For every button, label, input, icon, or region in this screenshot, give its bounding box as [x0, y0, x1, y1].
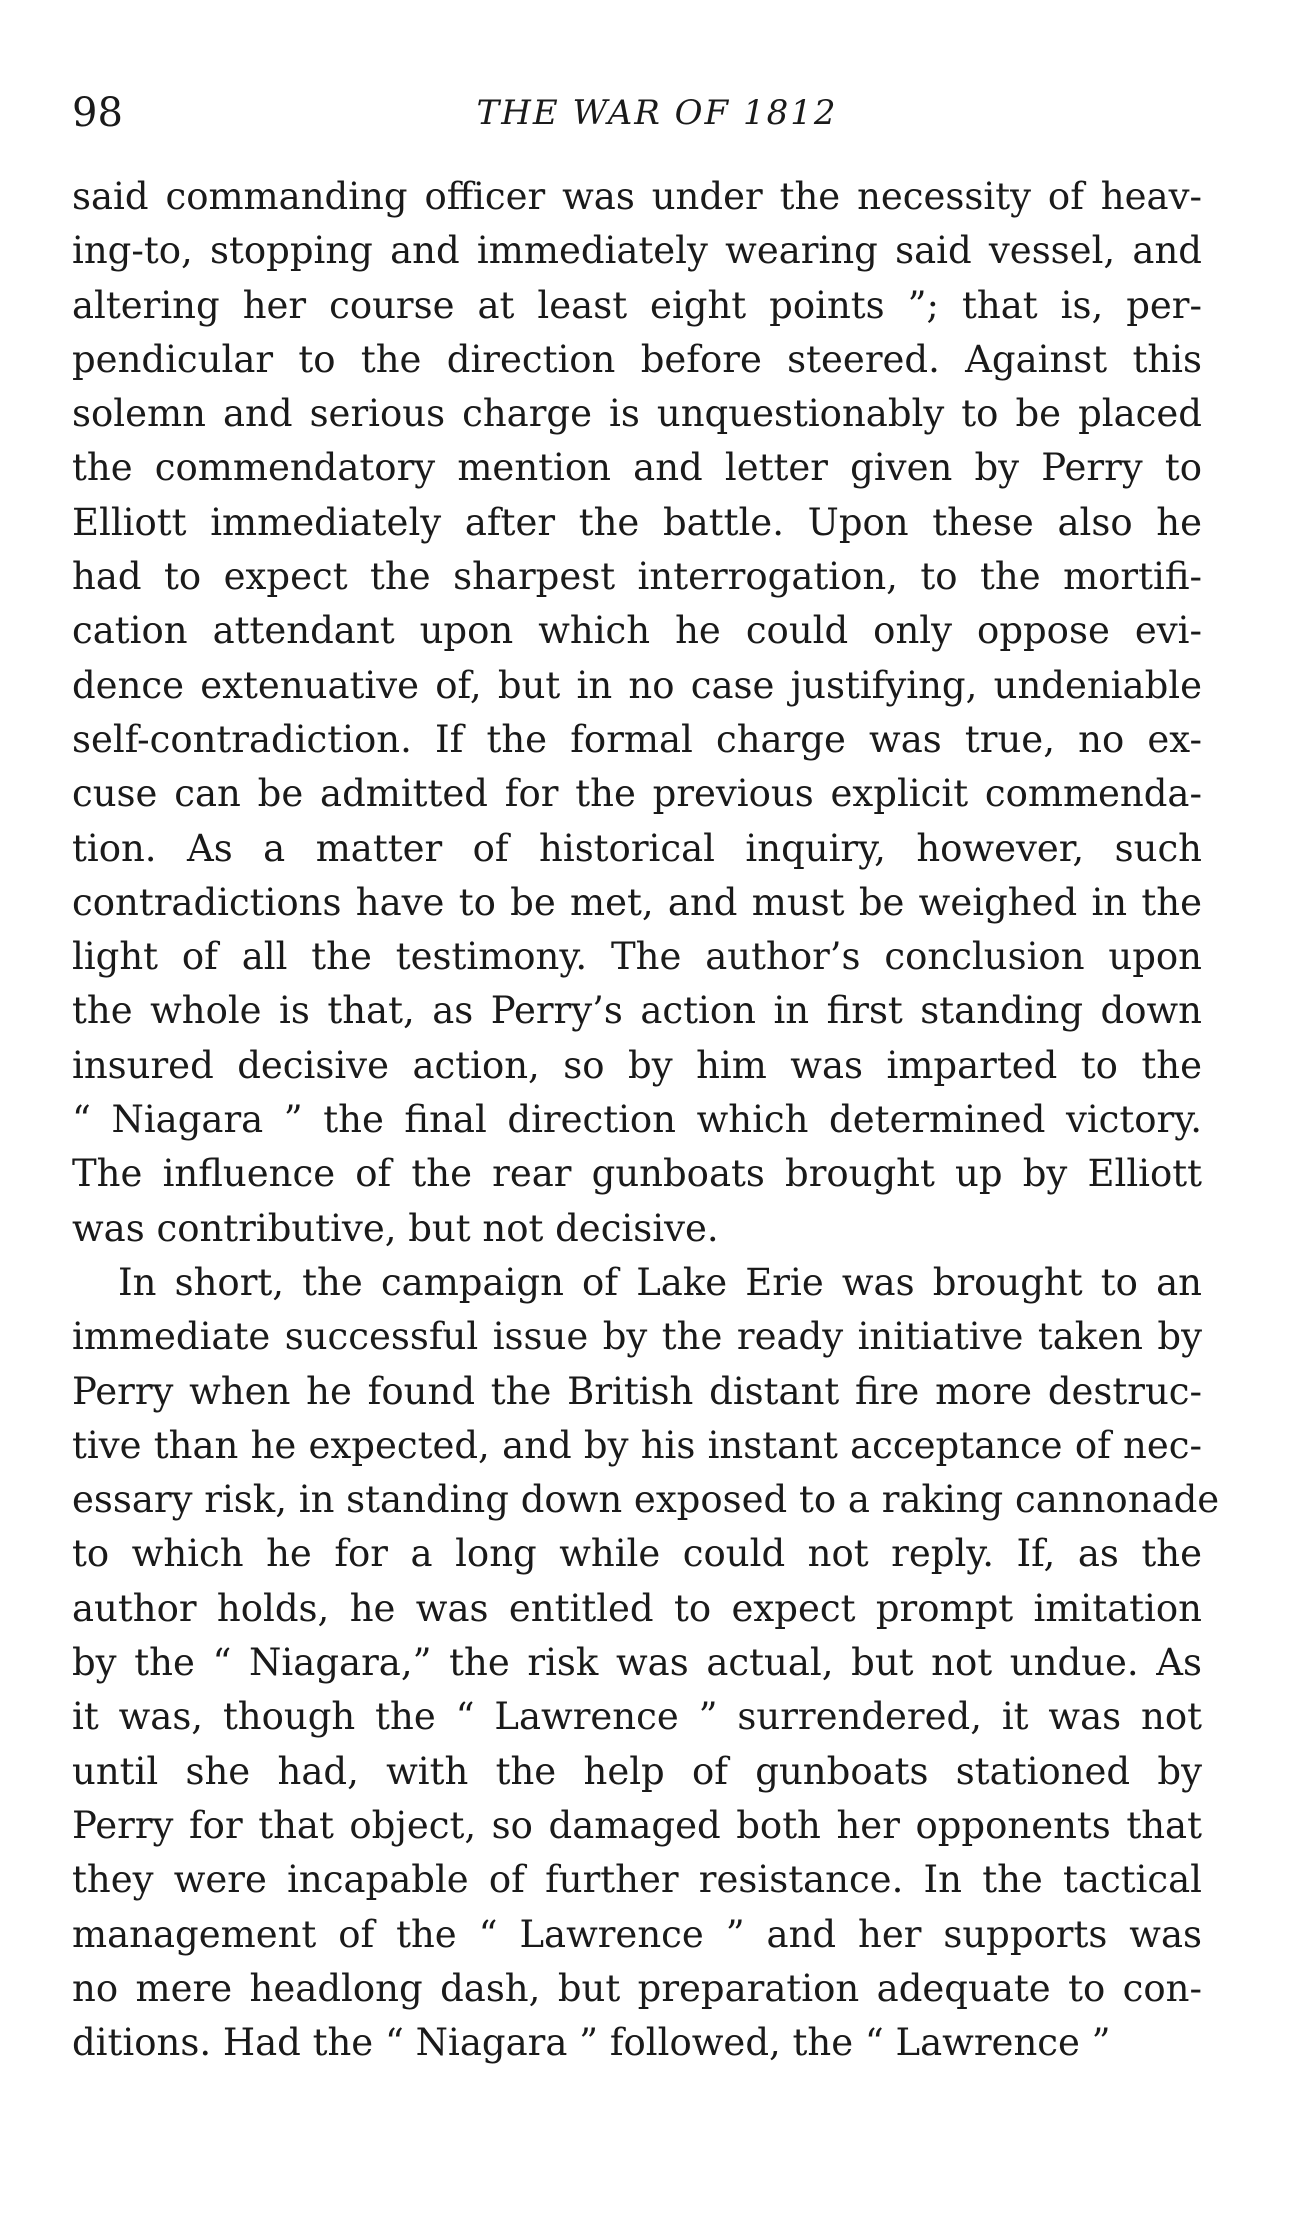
- text-line: author holds, he was entitled to expect prompt imitation: [72, 1586, 1202, 1630]
- text-line: contradictions have to be met, and must be weighed in the: [72, 880, 1202, 924]
- text-line: had to expect the sharpest interrogation, to the mortifi-: [72, 555, 1202, 599]
- text-line: immediate successful issue by the ready initiative taken by: [72, 1315, 1202, 1359]
- text-line: was contributive, but not decisive.: [72, 1206, 719, 1250]
- text-line: In short, the campaign of Lake Erie was brought to an: [118, 1260, 1202, 1304]
- text-line: cuse can be admitted for the previous explicit commenda-: [72, 772, 1202, 816]
- running-head: THE WAR OF 1812: [476, 93, 838, 133]
- page-number: 98: [72, 90, 123, 136]
- text-line: cation attendant upon which he could only oppose evi-: [72, 609, 1202, 653]
- text-line: by the “ Niagara,” the risk was actual, but not undue. As: [72, 1641, 1202, 1685]
- text-line: to which he for a long while could not reply. If, as the: [72, 1532, 1202, 1576]
- text-line: solemn and serious charge is unquestionably to be placed: [72, 392, 1202, 436]
- text-line: no mere headlong dash, but preparation adequate to con-: [72, 1966, 1202, 2010]
- text-line: management of the “ Lawrence ” and her supports was: [72, 1912, 1202, 1956]
- text-line: Perry for that object, so damaged both her opponents that: [72, 1803, 1202, 1847]
- body-text: [72, 170, 1220, 2070]
- text-line: said commanding officer was under the necessity of heav-: [72, 175, 1202, 218]
- text-line: dence extenuative of, but in no case justifying, undeniable: [72, 663, 1202, 707]
- text-line: tion. As a matter of historical inquiry, however, such: [72, 826, 1202, 870]
- text-line: “ Niagara ” the final direction which determined victory.: [72, 1098, 1202, 1142]
- text-line: altering her course at least eight points ”; that is, per-: [72, 283, 1202, 327]
- text-line: ing-to, stopping and immediately wearing said vessel, and: [72, 229, 1202, 273]
- text-line: Elliott immediately after the battle. Upon these also he: [72, 500, 1202, 544]
- paragraph: [72, 1256, 1220, 2070]
- text-line: The influence of the rear gunboats brought up by Elliott: [72, 1152, 1202, 1196]
- text-line: tive than he expected, and by his instant acceptance of nec-: [72, 1423, 1202, 1467]
- paragraph: [72, 170, 1202, 1256]
- text-line: they were incapable of further resistance. In the tactical: [72, 1858, 1202, 1902]
- text-line: the whole is that, as Perry’s action in first standing down: [72, 989, 1202, 1033]
- text-line: the commendatory mention and letter given by Perry to: [72, 446, 1202, 490]
- text-line: until she had, with the help of gunboats stationed by: [72, 1749, 1202, 1793]
- text-line: ditions. Had the “ Niagara ” followed, the “ Lawrence ”: [72, 2021, 1111, 2065]
- page-header: [72, 88, 1202, 138]
- text-line: light of all the testimony. The author’s conclusion upon: [72, 935, 1202, 979]
- text-line: insured decisive action, so by him was imparted to the: [72, 1043, 1202, 1087]
- text-line: pendicular to the direction before steered. Against this: [72, 337, 1202, 381]
- text-line: it was, though the “ Lawrence ” surrendered, it was not: [72, 1695, 1202, 1739]
- text-line: essary risk, in standing down exposed to a raking cannonade: [72, 1478, 1220, 1522]
- text-line: self-contradiction. If the formal charge was true, no ex-: [72, 717, 1202, 761]
- text-line: Perry when he found the British distant fire more destruc-: [72, 1369, 1202, 1413]
